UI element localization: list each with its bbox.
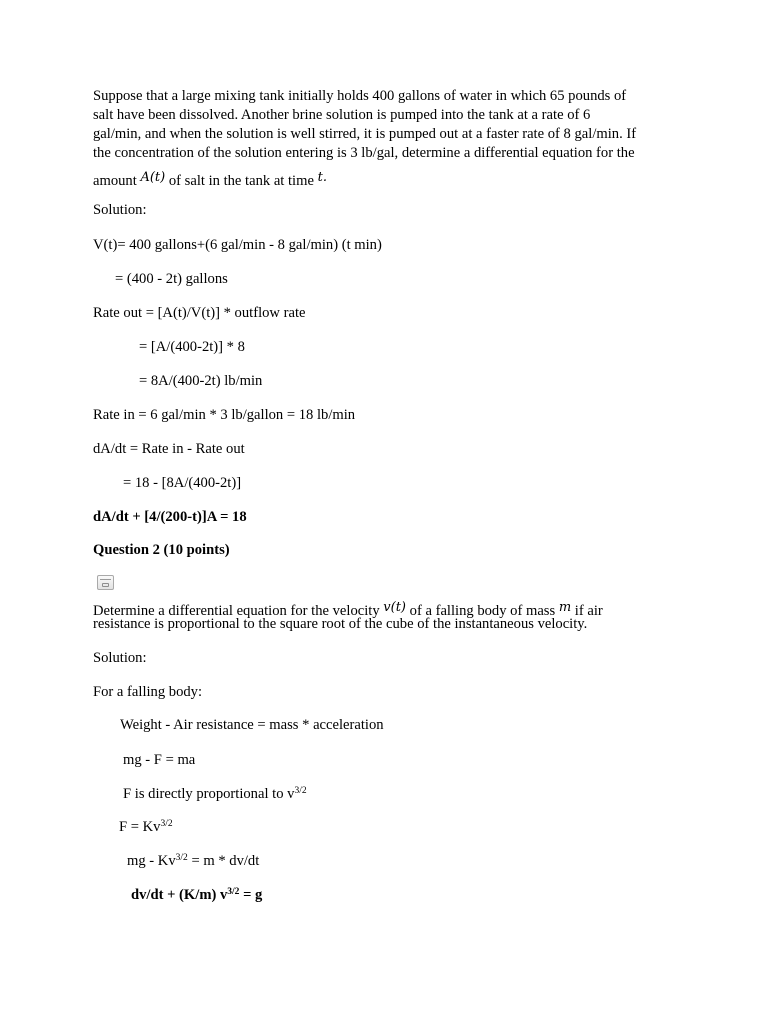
q2-heading: Question 2 (10 points) bbox=[93, 542, 230, 558]
q2-problem-line-2: resistance is proportional to the square root of the cube of the instantaneous velocity. bbox=[93, 616, 588, 632]
q2-final-answer bbox=[131, 886, 262, 905]
q1-text: amount bbox=[93, 173, 141, 189]
q2-solution-step: For a falling body: bbox=[93, 684, 203, 700]
q2-math-m: m bbox=[558, 600, 572, 615]
q1-final-answer: dA/dt + [4/(200-t)]A = 18 bbox=[93, 509, 247, 525]
q2-text: of a falling body of mass bbox=[406, 603, 559, 619]
q2-solution-step: mg - F = ma bbox=[123, 752, 196, 768]
q2-solution-step bbox=[119, 818, 173, 837]
q1-text: of salt in the tank at time bbox=[165, 173, 318, 189]
q1-solution-step: dA/dt = Rate in - Rate out bbox=[93, 441, 245, 457]
q2-text: = g bbox=[239, 887, 263, 903]
q1-problem-line-3: gal/min, and when the solution is well stirred, it is pumped out at a faster rate of 8 gal/min. If bbox=[93, 126, 637, 142]
q1-solution-step: = [A/(400-2t)] * 8 bbox=[139, 339, 245, 355]
q1-problem-line-2: salt have been dissolved. Another brine solution is pumped into the tank at a rate of 6 bbox=[93, 107, 591, 123]
q2-math-v-of-t: v(t) bbox=[383, 600, 406, 615]
q1-solution-step: V(t)= 400 gallons+(6 gal/min - 8 gal/min) (t min) bbox=[93, 237, 382, 253]
q2-solution-step bbox=[127, 852, 259, 871]
q2-text: dv/dt + (K/m) v bbox=[131, 887, 228, 903]
q2-text: F = Kv bbox=[119, 819, 161, 835]
q1-solution-step: Rate in = 6 gal/min * 3 lb/gallon = 18 lb/min bbox=[93, 407, 356, 423]
q2-exponent: 3/2 bbox=[160, 819, 173, 829]
question-image-placeholder-icon bbox=[97, 575, 114, 590]
q1-solution-label: Solution: bbox=[93, 202, 147, 218]
q2-exponent: 3/2 bbox=[294, 786, 307, 796]
q1-math-t: t. bbox=[317, 170, 327, 185]
q2-text: = m * dv/dt bbox=[187, 853, 260, 869]
q2-text: mg - Kv bbox=[127, 853, 176, 869]
q1-problem-line-1: Suppose that a large mixing tank initially holds 400 gallons of water in which 65 pounds of bbox=[93, 88, 627, 104]
q2-text: F is directly proportional to v bbox=[123, 786, 295, 802]
q2-text: Determine a differential equation for the velocity bbox=[93, 603, 384, 619]
q1-problem-line-4: the concentration of the solution entering is 3 lb/gal, determine a differential equation for the bbox=[93, 145, 635, 161]
q1-solution-step: = 8A/(400-2t) lb/min bbox=[139, 373, 263, 389]
q2-solution-step: Weight - Air resistance = mass * acceleration bbox=[120, 717, 384, 733]
q1-solution-step: Rate out = [A(t)/V(t)] * outflow rate bbox=[93, 305, 306, 321]
q1-solution-step: = (400 - 2t) gallons bbox=[115, 271, 228, 287]
q2-exponent: 3/2 bbox=[175, 853, 188, 863]
q2-solution-step bbox=[123, 785, 307, 804]
q2-exponent: 3/2 bbox=[227, 887, 240, 897]
q1-problem-line-5 bbox=[93, 168, 327, 191]
q1-solution-step: = 18 - [8A/(400-2t)] bbox=[123, 475, 242, 491]
q1-math-a-of-t: A(t) bbox=[140, 170, 166, 185]
q2-text: if air bbox=[571, 603, 603, 619]
q2-solution-label: Solution: bbox=[93, 650, 147, 666]
